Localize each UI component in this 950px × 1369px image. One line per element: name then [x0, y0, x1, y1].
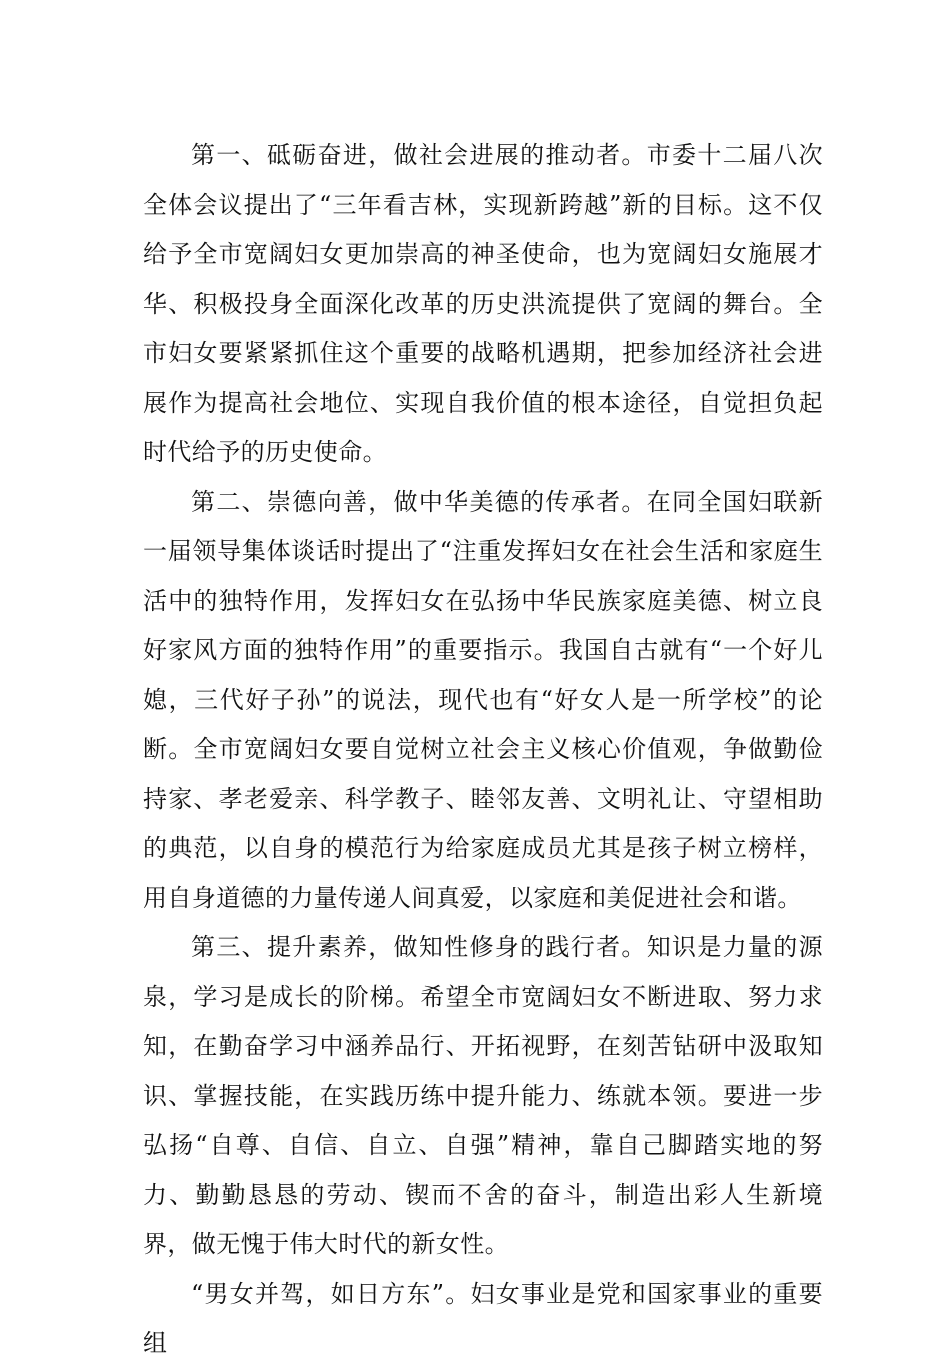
paragraph-4: “男女并驾，如日方东”。妇女事业是党和国家事业的重要组 [143, 1279, 823, 1357]
paragraph-1: 第一、砥砺奋进，做社会进展的推动者。市委十二届八次全体会议提出了“三年看吉林，实现新跨越”新的目标。这不仅给予全市宽阔妇女更加崇高的神圣使命，也为宽阔妇女施展才华、积极投身全面深化改革的历史洪流提供了宽阔的舞台。全市妇女要紧紧抓住这个重要的战略机遇期，把参加经济社会进展作为提高社会地位、实现自我价值的根本途径，自觉担负起时代给予的历史使命。 [143, 141, 823, 466]
paragraph-2: 第二、崇德向善，做中华美德的传承者。在同全国妇联新一届领导集体谈话时提出了“注重发挥妇女在社会生活和家庭生活中的独特作用，发挥妇女在弘扬中华民族家庭美德、树立良好家风方面的独特作用”的重要指示。我国自古就有“一个好儿媳，三代好子孙”的说法，现代也有“好女人是一所学校”的论断。全市宽阔妇女要自觉树立社会主义核心价值观，争做勤俭持家、孝老爱亲、科学教子、睦邻友善、文明礼让、守望相助的典范，以自身的模范行为给家庭成员尤其是孩子树立榜样，用自身道德的力量传递人间真爱，以家庭和美促进社会和谐。 [143, 487, 823, 912]
document-body [143, 131, 823, 1369]
paragraph-3: 第三、提升素养，做知性修身的践行者。知识是力量的源泉，学习是成长的阶梯。希望全市宽阔妇女不断进取、努力求知，在勤奋学习中涵养品行、开拓视野，在刻苦钻研中汲取知识、掌握技能，在实践历练中提升能力、练就本领。要进一步弘扬“自尊、自信、自立、自强”精神，靠自己脚踏实地的努力、勤勤恳恳的劳动、锲而不舍的奋斗，制造出彩人生新境界，做无愧于伟大时代的新女性。 [143, 933, 823, 1258]
